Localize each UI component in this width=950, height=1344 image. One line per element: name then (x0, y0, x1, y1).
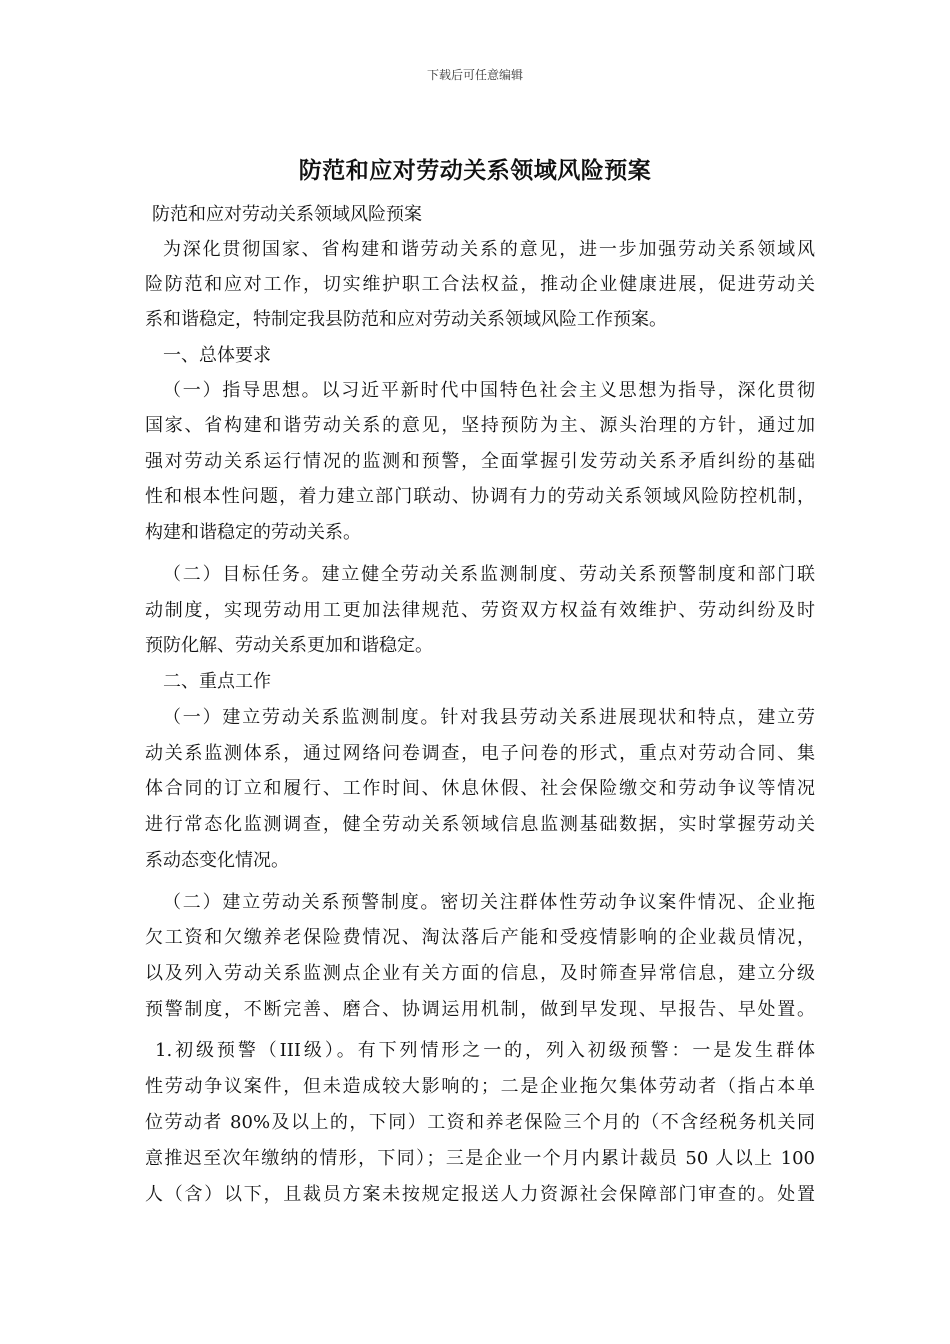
body-line: 动制度，实现劳动用工更加法律规范、劳资双方权益有效维护、劳动纠纷及时 (145, 600, 815, 621)
body-line: 人（含）以下，且裁员方案未按规定报送人力资源社会保障部门审查的。处置 (145, 1184, 815, 1205)
body-line: 构建和谐稳定的劳动关系。 (145, 522, 361, 543)
body-line: 位劳动者 80%及以上的，下同）工资和养老保险三个月的（不含经税务机关同 (145, 1112, 815, 1133)
body-line: 性劳动争议案件，但未造成较大影响的；二是企业拖欠集体劳动者（指占本单 (145, 1076, 815, 1097)
body-line: 系动态变化情况。 (145, 850, 289, 871)
document-title: 防范和应对劳动关系领域风险预案 (298, 157, 652, 184)
body-line: （二）建立劳动关系预警制度。密切关注群体性劳动争议案件情况、企业拖 (163, 892, 815, 913)
body-line: 险防范和应对工作，切实维护职工合法权益，推动企业健康进展，促进劳动关 (145, 274, 815, 295)
body-line: 1.初级预警（III级）。有下列情形之一的，列入初级预警：一是发生群体 (155, 1040, 815, 1061)
body-line: 欠工资和欠缴养老保险费情况、淘汰落后产能和受疫情影响的企业裁员情况， (145, 927, 815, 948)
body-line: 系和谐稳定，特制定我县防范和应对劳动关系领域风险工作预案。 (145, 309, 667, 330)
section-heading: 一、总体要求 (163, 345, 271, 366)
subtitle-line: 防范和应对劳动关系领域风险预案 (152, 204, 422, 225)
body-line: 性和根本性问题，着力建立部门联动、协调有力的劳动关系领域风险防控机制， (145, 486, 815, 507)
body-line: 为深化贯彻国家、省构建和谐劳动关系的意见，进一步加强劳动关系领域风 (163, 239, 815, 260)
body-line: 国家、省构建和谐劳动关系的意见，坚持预防为主、源头治理的方针，通过加 (145, 415, 815, 436)
body-line: 强对劳动关系运行情况的监测和预警，全面掌握引发劳动关系矛盾纠纷的基础 (145, 451, 815, 472)
body-line: （一）指导思想。以习近平新时代中国特色社会主义思想为指导，深化贯彻 (163, 380, 815, 401)
body-line: 动关系监测体系，通过网络问卷调查，电子问卷的形式，重点对劳动合同、集 (145, 743, 815, 764)
body-line: （一）建立劳动关系监测制度。针对我县劳动关系进展现状和特点，建立劳 (163, 707, 815, 728)
body-line: 以及列入劳动关系监测点企业有关方面的信息，及时筛查异常信息，建立分级 (145, 963, 815, 984)
body-line: 进行常态化监测调查，健全劳动关系领域信息监测基础数据，实时掌握劳动关 (145, 814, 815, 835)
header-note: 下载后可任意编辑 (426, 68, 523, 82)
body-line: 意推迟至次年缴纳的情形，下同）；三是企业一个月内累计裁员 50 人以上 100 (145, 1148, 815, 1169)
body-line: 预警制度，不断完善、磨合、协调运用机制，做到早发现、早报告、早处置。 (145, 999, 815, 1020)
body-line: （二）目标任务。建立健全劳动关系监测制度、劳动关系预警制度和部门联 (163, 564, 815, 585)
body-line: 体合同的订立和履行、工作时间、休息休假、社会保险缴交和劳动争议等情况 (145, 778, 815, 799)
section-heading: 二、重点工作 (163, 671, 271, 692)
body-line: 预防化解、劳动关系更加和谐稳定。 (145, 635, 433, 656)
